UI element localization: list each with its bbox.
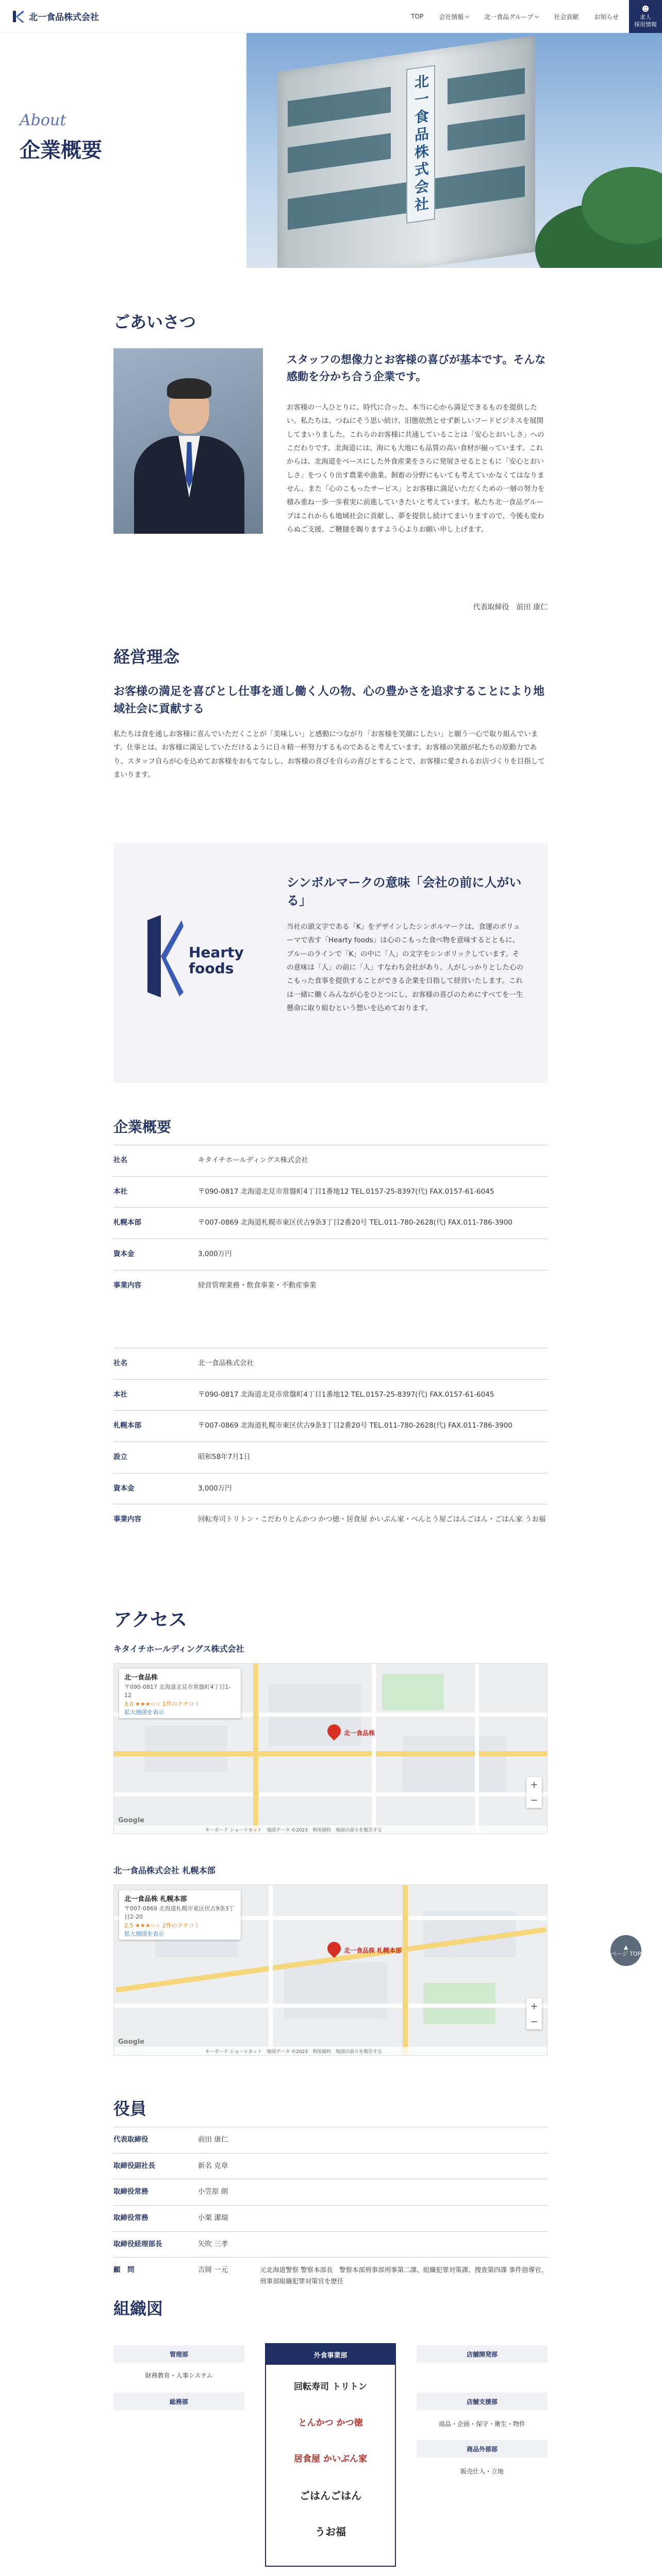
- hero: [0, 33, 662, 268]
- k-logo-icon: [11, 10, 25, 23]
- philosophy-body: 私たちは食を通しお客様に喜んでいただくことが「美味しい」と感動につながり「お客様を笑顔にしたい」と願う一心で取り組んでいます。仕事とは、お客様に満足していただけるように日々精一杯努力するものであると考えています。お客様の笑顔が私たちの原動力であり、スタッフ自らが心を込めてお客様をおもてなしし、お客様の喜びを自らの喜びとすることで、お客様に愛されるお店づくりを目指してまいります。: [113, 730, 545, 779]
- overview-title: 企業概要: [113, 1118, 172, 1136]
- map-footer: キーボード ショートカット 地図データ ©2023 利用規約 地図の誤りを報告する: [114, 2047, 547, 2055]
- map-footer: キーボード ショートカット 地図データ ©2023 利用規約 地図の誤りを報告する: [114, 1825, 547, 1834]
- map1-label: キタイチホールディングス株式会社: [113, 1644, 244, 1654]
- nav-company-info[interactable]: 会社情報: [439, 12, 469, 21]
- map-info-card: 北一食品株 〒090-0817 北海道北見市常盤町4丁目1-12 3.0 ★★★☆☆ 1件のクチコミ 拡大地図を表示: [119, 1669, 241, 1718]
- page-top-button[interactable]: ▲ ページ TOP: [610, 1935, 641, 1966]
- table-row: 事業内容 経営管理業務・飲食事業・不動産事業: [113, 1270, 548, 1301]
- brand-toriton: 回転寿司 トリトン: [294, 2382, 367, 2392]
- philosophy-lead: お客様の満足を喜びとし仕事を通し働く人の物、心の豊かさを追求することにより地域社会に貢献する: [113, 685, 545, 716]
- map-enlarge-link[interactable]: 拡大地図を表示: [124, 1930, 164, 1937]
- recruit-button[interactable]: ☻ 求人 採用情報: [629, 0, 662, 33]
- greeting-title: ごあいさつ: [113, 312, 196, 332]
- map2-label: 北一食品株式会社 札幌本部: [113, 1866, 216, 1875]
- map-zoom-control[interactable]: [526, 1777, 542, 1808]
- org-food-division: 外食事業部 回転寿司 トリトン とんかつ かつ徳 居食屋 かいぶん家 ごはんごはん うお福: [265, 2343, 396, 2567]
- company-logo[interactable]: [11, 10, 99, 23]
- nav-news[interactable]: お知らせ: [594, 13, 619, 21]
- map-holdings[interactable]: 北一食品株 北一食品株 〒090-0817 北海道北見市常盤町4丁目1-12 3.0 ★★★☆☆ 1件のクチコミ 拡大地図を表示 + − Google キーボード ショートカット 地図データ ©2023 利用規約 地図の誤りを報告する: [113, 1663, 548, 1834]
- zoom-in-icon[interactable]: +: [530, 1779, 538, 1790]
- site-header: [0, 0, 662, 33]
- hearty-foods-logo: Hearty foods: [147, 915, 235, 997]
- table-row: 札幌本部 〒007-0869 北海道札幌市東区伏古9条3丁目2番20号 TEL.011-780-2628(代) FAX.011-786-3900: [113, 1208, 548, 1239]
- table-row: 取締役常務 小栗 潔瑞: [113, 2205, 548, 2231]
- table-row: 取締役経理部長 矢吹 三孝: [113, 2231, 548, 2258]
- greeting-signature: 代表取締役 前田 康仁: [473, 603, 548, 612]
- officers-table: [113, 2127, 548, 2294]
- president-photo: [113, 348, 263, 534]
- map-info-card: 北一食品株 札幌本部 〒007-0869 北海道札幌市東区伏古9条3丁目2-20 2.5 ★★★☆☆ 2件のクチコミ 拡大地図を表示: [119, 1890, 241, 1940]
- nav-social[interactable]: 社会貢献: [554, 13, 579, 21]
- table-row: 本社 〒090-0817 北海道北見市常盤町4丁目1番地12 TEL.0157-25-8397(代) FAX.0157-61-6045: [113, 1176, 548, 1208]
- arrow-up-icon: ▲: [623, 1943, 628, 1951]
- org-dept-admin: 管理部: [113, 2345, 244, 2363]
- philosophy-title: 経営理念: [113, 647, 180, 667]
- k-symbol-icon: [147, 915, 184, 997]
- brand-katsutoku: とんかつ かつ徳: [298, 2418, 363, 2428]
- hero-building-image: [246, 33, 662, 268]
- hero-title: 企業概要: [20, 139, 102, 162]
- building-sign: 北一食品株式会社: [406, 65, 435, 224]
- symbol-body: 当社の頭文字である「K」をデザインしたシンボルマークは、食運のボリューマで表す「Hearty foods」は心のこもった食べ物を意味するとともに、ブルーのラインで「K」の中に「人」の文字をシンボリックしています。その意味は「人」の前に「人」すなわち会社があり、人がしっかりとした心のこもった食事を提供することができる企業を目指して経営いたします。これは一緒に働くみんなが心をひとつにし、お客様の喜びのためにすべてを一生懸命に取り組むという想いを込めております。: [287, 923, 523, 1012]
- symbol-mark-section: [113, 843, 548, 1083]
- company-name: 北一食品株式会社: [29, 12, 99, 23]
- table-row: 顧 問 吉岡 一元 元北海道警察 警察本部長 警察本部刑事部刑事第二課、組織犯罪対策課、捜査第四課 事件指導官、刑事部組織犯罪対策官を歴任: [113, 2258, 548, 2294]
- zoom-out-icon[interactable]: −: [530, 2016, 538, 2027]
- table-row: 設立 昭和58年7月1日: [113, 1442, 548, 1473]
- person-icon: ☻: [641, 5, 650, 13]
- map-zoom-control[interactable]: [526, 1998, 542, 2029]
- org-dept-store-dev: 店舗開発部: [417, 2345, 548, 2363]
- map-pin-icon[interactable]: [325, 1939, 344, 1958]
- holdings-info-table: [113, 1145, 548, 1301]
- greeting-lead: スタッフの想像力とお客様の喜びが基本です。そんな感動を分かち合う企業です。: [287, 353, 546, 383]
- map-sapporo[interactable]: 北一食品株 札幌本部 北一食品株 札幌本部 〒007-0869 北海道札幌市東区伏古9条3丁目2-20 2.5 ★★★☆☆ 2件のクチコミ 拡大地図を表示 + − Google キーボード ショートカット 地図データ ©2023 利用規約 地図の誤りを報告する: [113, 1885, 548, 2056]
- nav-group[interactable]: 北一食品グループ: [484, 12, 538, 21]
- table-row: 取締役常務 小笠原 朗: [113, 2179, 548, 2206]
- google-logo: Google: [118, 1817, 145, 1824]
- table-row: 本社 〒090-0817 北海道北見市常盤町4丁目1番地12 TEL.0157-25-8397(代) FAX.0157-61-6045: [113, 1379, 548, 1411]
- table-row: 事業内容 回転寿司トリトン・こだわりとんかつ かつ徳・居食屋 かいぶん家・べんとう屋ごはんごはん・ごはん家 うお福: [113, 1504, 548, 1535]
- table-row: 社名 北一食品株式会社: [113, 1348, 548, 1380]
- table-row: 社名 キタイチホールディングス株式会社: [113, 1145, 548, 1177]
- map-enlarge-link[interactable]: 拡大地図を表示: [124, 1709, 164, 1716]
- access-title: アクセス: [113, 1609, 187, 1631]
- google-logo: Google: [118, 2038, 145, 2046]
- table-row: 取締役副社長 新名 克章: [113, 2153, 548, 2179]
- org-dept-store-support: 店舗支援部: [417, 2393, 548, 2410]
- chevron-down-icon: [465, 13, 469, 18]
- greeting-body: お客様の一人ひとりに、時代に合った、本当に心から満足できるものを提供したい。私たちは、つねにそう思い続け、旧態依然とせず新しいフードビジネスを展開してまいりました。これらのお客様に共通していることは「安心とおいしさ」へのこだわりです。北海道には、海にも大地にも品質の高い食材が揃っています。これからは、北海道をベースにした外食産業をさらに発展させるとともに「安心とおいしさ」をつくり出す農業や漁業、飼畜の分野にもいても考えていかなくてはなりません。また「心のこもったサービス」とお客様に満足いただくための一層の努力を積み重ね一歩一歩着実に前進していきたいと考えています。私たち北一食品グループはこれからも地域社会に貢献し、夢を提供し続けてまいりますので、今後も変わらぬご支援、ご鞭撻を賜りますよう心よりお願い申し上げます。: [287, 403, 545, 534]
- brand-gohangohan: ごはんごはん: [300, 2489, 361, 2502]
- chevron-down-icon: [535, 13, 539, 18]
- table-row: 札幌本部 〒007-0869 北海道札幌市東区伏古9条3丁目2番20号 TEL.011-780-2628(代) FAX.011-786-3900: [113, 1411, 548, 1442]
- nav-top[interactable]: TOP: [411, 13, 424, 20]
- hero-en-title: About: [20, 111, 67, 129]
- org-title: 組織図: [113, 2299, 163, 2318]
- symbol-title: シンボルマークの意味「会社の前に人がいる」: [287, 875, 522, 908]
- global-nav: [411, 0, 619, 33]
- officers-title: 役員: [113, 2099, 147, 2119]
- org-dept-products: 商品外部部: [417, 2440, 548, 2458]
- zoom-in-icon[interactable]: +: [530, 2001, 538, 2012]
- building: [277, 36, 535, 268]
- table-row: 代表取締役 前田 康仁: [113, 2127, 548, 2154]
- brand-uofuku: うお福: [315, 2526, 346, 2538]
- table-row: 資本金 3,000万円: [113, 1473, 548, 1504]
- org-dept-general: 総務部: [113, 2393, 244, 2410]
- table-row: 資本金 3,000万円: [113, 1239, 548, 1270]
- brand-kaibunya: 居食屋 かいぶん家: [294, 2454, 367, 2464]
- company-info-table: [113, 1348, 548, 1535]
- zoom-out-icon[interactable]: −: [530, 1794, 538, 1806]
